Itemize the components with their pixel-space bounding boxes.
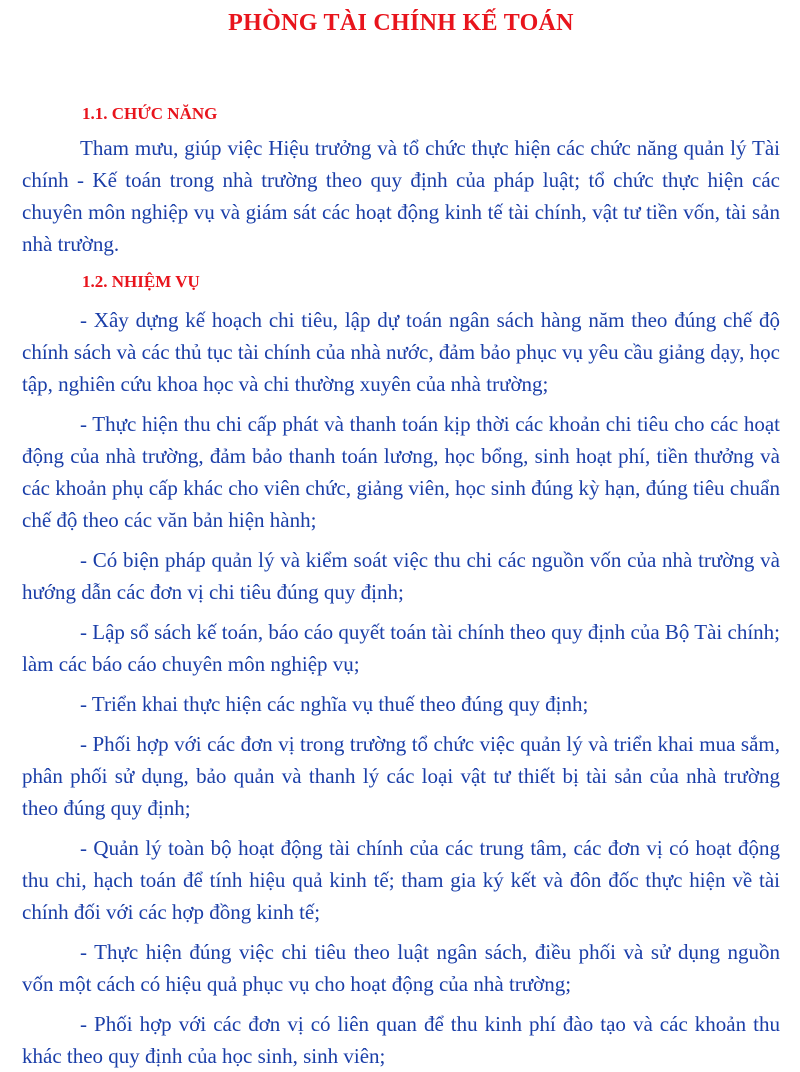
duty-item-2: - Thực hiện thu chi cấp phát và thanh toán kịp thời các khoản chi tiêu cho các hoạt động của nhà trường, đảm bảo thanh toán lương, học bổng, sinh hoạt phí, tiền thưởng và các khoản phụ cấp khác cho viên chức, giảng viên, học sinh đúng kỳ hạn, đúng tiêu chuẩn chế độ theo các văn bản hiện hành; (22, 412, 780, 532)
duty-item-1: - Xây dựng kế hoạch chi tiêu, lập dự toán ngân sách hàng năm theo đúng chế độ chính sách và các thủ tục tài chính của nhà nước, đảm bảo phục vụ yêu cầu giảng dạy, học tập, nghiên cứu khoa học và chi thường xuyên của nhà trường; (22, 308, 780, 396)
page-title: PHÒNG TÀI CHÍNH KẾ TOÁN (228, 10, 574, 36)
duty-item-3: - Có biện pháp quản lý và kiểm soát việc thu chi các nguồn vốn của nhà trường và hướng dẫn các đơn vị chi tiêu đúng quy định; (22, 548, 780, 604)
section-heading-duties: 1.2. NHIỆM VỤ (82, 272, 200, 291)
duty-item-6: - Phối hợp với các đơn vị trong trường tổ chức việc quản lý và triển khai mua sắm, phân phối sử dụng, bảo quản và thanh lý các loại vật tư thiết bị tài sản của nhà trường theo đúng quy định; (22, 732, 780, 820)
duty-item-5: - Triển khai thực hiện các nghĩa vụ thuế theo đúng quy định; (80, 692, 589, 716)
section-heading-functions: 1.1. CHỨC NĂNG (82, 104, 218, 123)
functions-paragraph: Tham mưu, giúp việc Hiệu trưởng và tổ chức thực hiện các chức năng quản lý Tài chính - Kế toán trong nhà trường theo quy định của pháp luật; tổ chức thực hiện các chuyên môn nghiệp vụ và giám sát các hoạt động kinh tế tài chính, vật tư tiền vốn, tài sản nhà trường. (22, 136, 780, 256)
duty-item-7: - Quản lý toàn bộ hoạt động tài chính của các trung tâm, các đơn vị có hoạt động thu chi, hạch toán để tính hiệu quả kinh tế; tham gia ký kết và đôn đốc thực hiện về tài chính đối với các hợp đồng kinh tế; (22, 836, 780, 924)
duty-item-8: - Thực hiện đúng việc chi tiêu theo luật ngân sách, điều phối và sử dụng nguồn vốn một cách có hiệu quả phục vụ cho hoạt động của nhà trường; (22, 940, 780, 996)
section-functions (22, 102, 780, 260)
duty-item-4: - Lập sổ sách kế toán, báo cáo quyết toán tài chính theo quy định của Bộ Tài chính; làm các báo cáo chuyên môn nghiệp vụ; (22, 620, 781, 676)
duty-item-9: - Phối hợp với các đơn vị có liên quan để thu kinh phí đào tạo và các khoản thu khác theo quy định của học sinh, sinh viên; (22, 1012, 780, 1068)
section-duties (22, 270, 780, 1072)
